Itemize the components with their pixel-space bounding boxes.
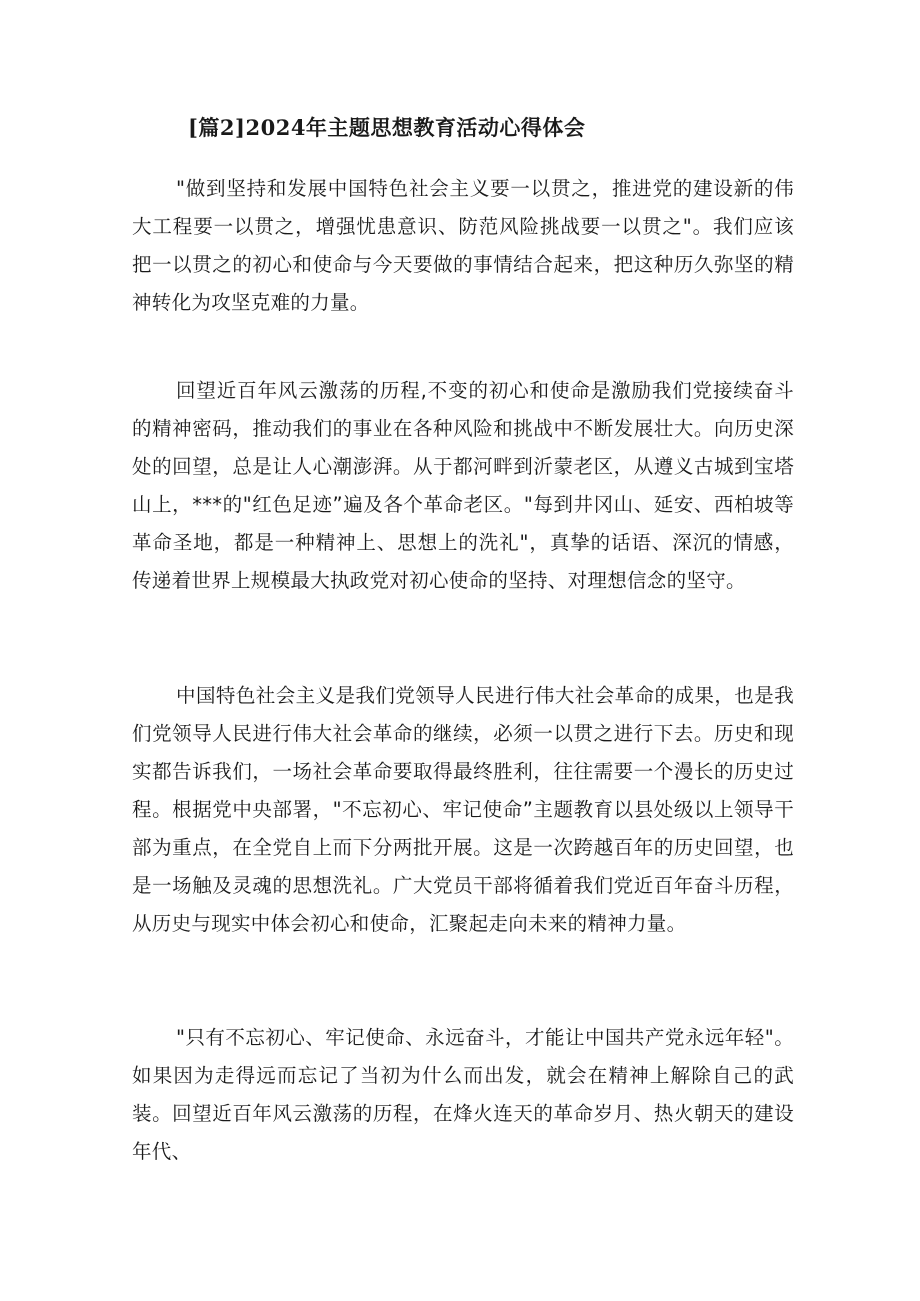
paragraph-1: "做到坚持和发展中国特色社会主义要一以贯之，推进党的建设新的伟大工程要一以贯之，增强忧患意识、防范风险挑战要一以贯之"。我们应该把一以贯之的初心和使命与今天要做的事情结合起来，把这种历久弥坚的精神转化为攻坚克难的力量。 bbox=[132, 177, 794, 314]
paragraph-3: 中国特色社会主义是我们党领导人民进行伟大社会革命的成果，也是我们党领导人民进行伟大社会革命的继续，必须一以贯之进行下去。历史和现实都告诉我们，一场社会革命要取得最终胜利，往往需要一个漫长的历史过程。根据党中央部署，"不忘初心、牢记使命”主题教育以县处级以上领导干部为重点，在全党自上而下分两批开展。这是一次跨越百年的历史回望，也是一场触及灵魂的思想洗礼。广大党员干部将循着我们党近百年奋斗历程，从历史与现实中体会初心和使命，汇聚起走向未来的精神力量。 bbox=[132, 684, 794, 935]
paragraph-4: "只有不忘初心、牢记使命、永远奋斗，才能让中国共产党永远年轻"。如果因为走得远而忘记了当初为什么而出发，就会在精神上解除自己的武装。回望近百年风云激荡的历程，在烽火连天的革命岁月、热火朝天的建设年代、 bbox=[132, 1026, 794, 1163]
document-title: [篇2]2024年主题思想教育活动心得体会 bbox=[188, 115, 586, 140]
paragraph-2: 回望近百年风云激荡的历程,不变的初心和使命是激励我们党接续奋斗的精神密码，推动我们的事业在各种风险和挑战中不断发展壮大。向历史深处的回望，总是让人心潮澎湃。从于都河畔到沂蒙老区，从遵义古城到宝塔山上，***的"红色足迹”遍及各个革命老区。"每到井冈山、延安、西柏坡等革命圣地，都是一种精神上、思想上的洗礼"，真挚的话语、深沉的情感，传递着世界上规模最大执政党对初心使命的坚持、对理想信念的坚守。 bbox=[132, 379, 794, 592]
